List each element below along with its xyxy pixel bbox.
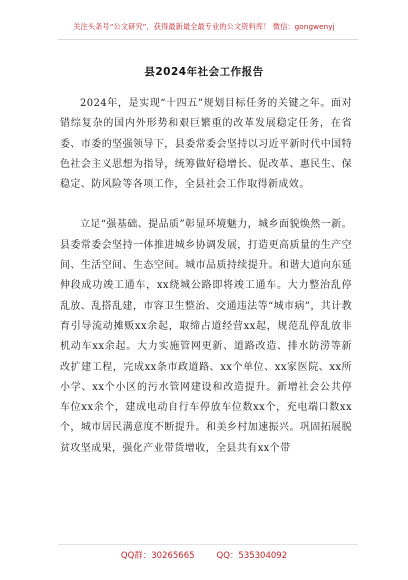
document-title: 县2024年社会工作报告 bbox=[144, 66, 264, 78]
header-divider bbox=[58, 39, 358, 40]
footer-qq: QQ：535304092 bbox=[216, 551, 288, 561]
paragraph-intro: 2024年，是实现“十四五”规划目标任务的关键之年。面对错综复杂的国内外形势和艰巨繁重的改革发展稳定任务，在省委、市委的坚强领导下，县委常委会坚持以习近平新时代中国特色社会主义思想为指导，统筹做好稳增长、促改革、惠民生、保稳定、防风险等各项工作，全县社会工作取得新成效。 bbox=[60, 98, 352, 191]
footer-divider bbox=[58, 544, 358, 545]
footer-qq-group: QQ群：30265665 bbox=[120, 551, 195, 561]
footer-contact bbox=[0, 549, 408, 561]
header-banner: 关注头条号“公文研究”，获得最新最全最专业的公文资料库！ 微信：gongwenyj bbox=[73, 22, 335, 31]
document-body bbox=[60, 94, 352, 459]
paragraph-urban-rural: 立足“强基础、提品质”彰显环境魅力，城乡面貌焕然一新。县委常委会坚持一体推进城乡协调发展，打造更高质量的生产空间、生活空间、生态空间。城市品质持续提升。和谐大道向东延伸段成功竣工通车，xx绕城公路即将竣工通车。大力整治乱停乱放、乱搭乱建，市容卫生整治、交通违法等“城市病”，共计教育引导流动摊贩xx余起，取缔占道经营xx起，规范乱停乱放非机动车xx余起。大力实施管网更新、道路改造、排水防涝等新改扩建工程，完成xx条市政道路、xx个单位、xx家医院、xx所小学、xx个小区的污水管网建设和改造提升。新增社会公共停车位xx余个，建成电动自行车停放车位数xx个，充电端口数xx个，城市居民满意度不断提升。和美乡村加速振兴。巩固拓展脱贫攻坚成果，强化产业带货增收，全县共有xx个带 bbox=[60, 219, 352, 454]
